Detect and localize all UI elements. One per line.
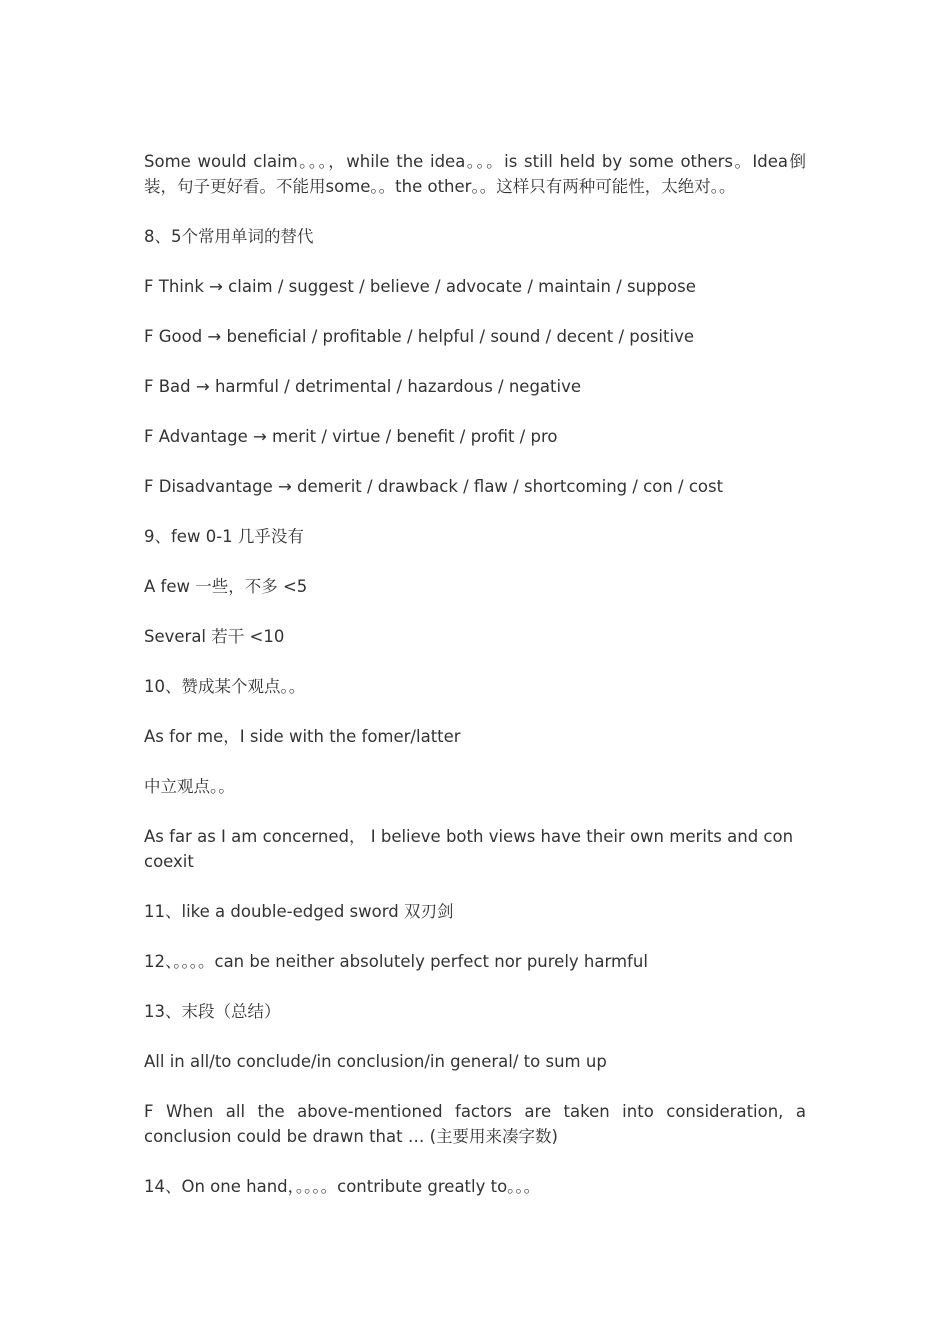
paragraph-several: Several 若干 <10 (144, 627, 285, 646)
heading-8-word-substitutes: 8、5个常用单词的替代 (144, 227, 314, 246)
heading-10-agree-view: 10、赞成某个观点。。 (144, 677, 306, 696)
paragraph-as-for-me: As for me，I side with the fomer/latter (144, 727, 461, 746)
heading-14-on-one-hand: 14、On one hand，。。。。contribute greatly to。。。 (144, 1177, 541, 1196)
paragraph-conclusion-phrases: All in all/to conclude/in conclusion/in general/ to sum up (144, 1052, 607, 1071)
paragraph-when-all-factors: F When all the above-mentioned factors are taken into consideration, a conclusion could be drawn that … (主要用来凑字数) (144, 1102, 806, 1146)
paragraph-as-far-as: As far as I am concerned， I believe both views have their own merits and con coexit (144, 827, 794, 871)
heading-neutral-view: 中立观点。。 (144, 777, 235, 796)
paragraph-a-few: A few 一些，不多 <5 (144, 577, 308, 596)
list-item-bad: F Bad → harmful / detrimental / hazardous / negative (144, 377, 582, 396)
list-item-good: F Good → beneficial / profitable / helpful / sound / decent / positive (144, 327, 694, 346)
list-item-think: F Think → claim / suggest / believe / advocate / maintain / suppose (144, 277, 696, 296)
list-item-disadvantage: F Disadvantage → demerit / drawback / flaw / shortcoming / con / cost (144, 477, 724, 496)
heading-9-few: 9、few 0-1 几乎没有 (144, 527, 304, 546)
list-item-advantage: F Advantage → merit / virtue / benefit / profit / pro (144, 427, 558, 446)
document-body (144, 149, 806, 1224)
heading-13-final-paragraph: 13、末段（总结） (144, 1002, 281, 1021)
heading-12-neither-nor: 12、。。。。can be neither absolutely perfect nor purely harmful (144, 952, 648, 971)
paragraph-claim-idea: Some would claim。。。，while the idea。。。is still held by some others。Idea倒装，句子更好看。不能用some。。the other。。这样只有两种可能性，太绝对。。 (144, 152, 806, 196)
heading-11-double-edged: 11、like a double-edged sword 双刃剑 (144, 902, 454, 921)
